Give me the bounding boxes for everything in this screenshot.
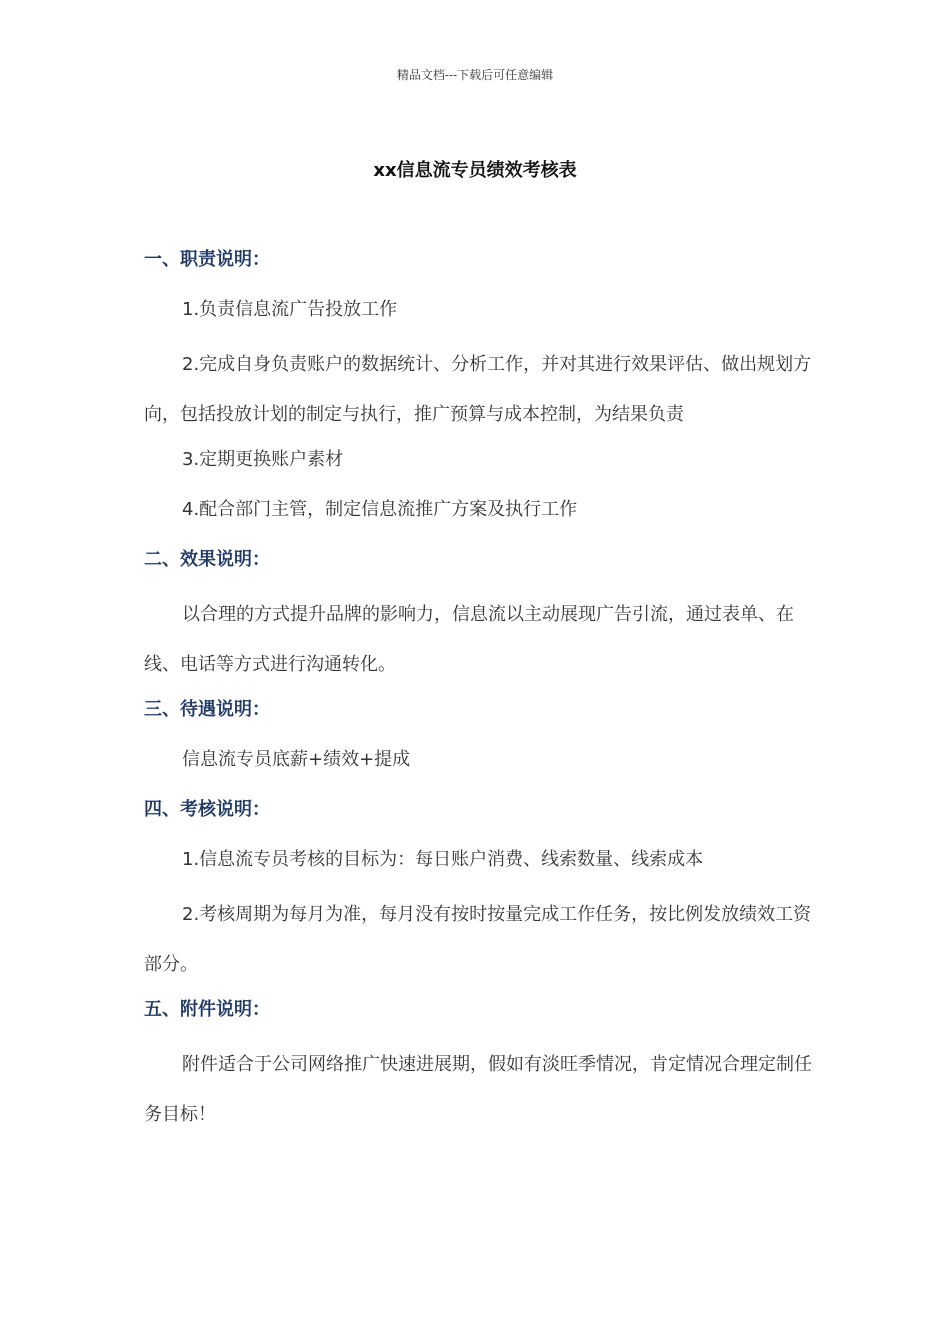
document-title: xx信息流专员绩效考核表 — [373, 160, 577, 181]
duties-item-4: 4.配合部门主管，制定信息流推广方案及执行工作 — [182, 499, 578, 520]
section-heading-effect: 二、效果说明： — [144, 549, 270, 570]
document-body — [144, 240, 816, 1140]
assessment-item-1: 1.信息流专员考核的目标为：每日账户消费、线索数量、线索成本 — [182, 849, 704, 870]
effect-paragraph: 以合理的方式提升品牌的影响力，信息流以主动展现广告引流，通过表单、在线、电话等方式进行沟通转化。 — [144, 604, 794, 675]
compensation-paragraph: 信息流专员底薪+绩效+提成 — [182, 749, 411, 770]
duties-item-3: 3.定期更换账户素材 — [182, 449, 344, 470]
section-heading-compensation: 三、待遇说明： — [144, 699, 270, 720]
section-heading-assessment: 四、考核说明： — [144, 799, 270, 820]
section-heading-duties: 一、职责说明： — [144, 249, 270, 270]
assessment-item-2: 2.考核周期为每月为准，每月没有按时按量完成工作任务，按比例发放绩效工资部分。 — [144, 904, 812, 975]
attachment-paragraph: 附件适合于公司网络推广快速进展期，假如有淡旺季情况，肯定情况合理定制任务目标！ — [144, 1054, 812, 1125]
page-header: 精品文档---下载后可任意编辑 — [396, 68, 554, 82]
duties-item-1: 1.负责信息流广告投放工作 — [182, 299, 398, 320]
section-heading-attachment: 五、附件说明： — [144, 999, 270, 1020]
duties-item-2: 2.完成自身负责账户的数据统计、分析工作，并对其进行效果评估、做出规划方向，包括投放计划的制定与执行，推广预算与成本控制，为结果负责 — [144, 354, 812, 425]
